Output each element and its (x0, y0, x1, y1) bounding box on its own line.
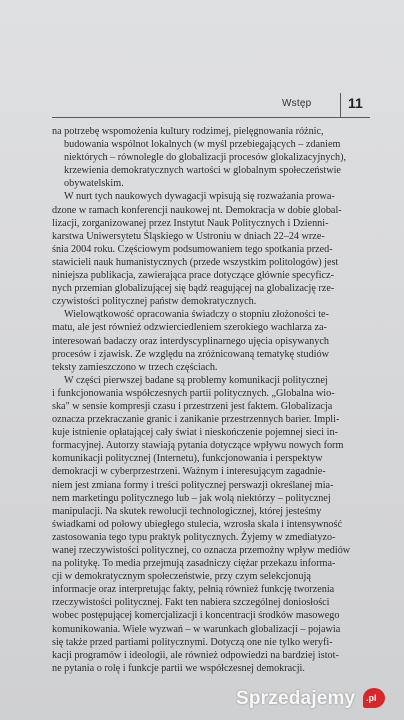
body-line: dzone w ramach konferencji naukowej nt. Demokracja w dobie global- (52, 204, 342, 216)
running-head: Wstęp (282, 98, 312, 109)
body-line: W nurt tych naukowych dywagacji wpisują się rozważania prowa- (64, 191, 335, 203)
body-line: wanej rzeczywistości politycznej, co oznacza przemożny wpływ mediów (52, 545, 351, 556)
body-line: czywistości politycznej państw demokratycznych. (52, 296, 257, 308)
body-line: kuje istnienie opłatającej cały świat i nieskończenie pojemnej sieci in- (52, 427, 338, 439)
body-line: świadkami od połowy ubiegłego stulecia, wzrosła skala i intensywność (52, 518, 343, 530)
body-line: śnia 2004 roku. Częściowym podsumowaniem tego spotkania przed- (52, 243, 333, 255)
body-line: i funkcjonowania współczesnych partii politycznych. „Globalna wio- (52, 387, 335, 399)
body-line: ska" w sensie kompresji czasu i przestrzeni jest faktem. Globalizacja (52, 400, 333, 412)
body-line: stawicieli nauk humanistycznych (przede wszystkim politologów) jest (52, 256, 339, 268)
body-line: obywatelskim. (64, 178, 124, 190)
body-line: wobec postępującej komercjalizacji i koncentracji środków masowego (52, 610, 340, 622)
body-line: formacyjnej. Autorzy stawiają pytania dotyczące wpływu nowych form (52, 440, 344, 452)
body-line: kacji programów i ideologii, ale również odpowiedzi na bardziej istot- (52, 649, 339, 661)
body-line: teksty zamieszczono w trzech częściach. (52, 361, 218, 373)
body-line: W części pierwszej badane są problemy komunikacji politycznej (64, 374, 328, 386)
body-line: oznacza przekraczanie granic i zanikanie przestrzennych barier. Impli- (52, 414, 340, 426)
body-line: zastosowania tego typu praktyk politycznych. Żyjemy w zmediatyzo- (52, 531, 336, 543)
body-line: nych przemian globalizującej się bądź reagującej na globalizację rze- (52, 283, 335, 295)
body-line: informacje oraz interpretując fakty, pełnią również funkcję tworzenia (52, 584, 335, 596)
body-line: niektórych – równolegle do globalizacji procesów glokalizacyjnych), (64, 152, 347, 164)
header-rule (52, 117, 370, 118)
body-line: na politykę. To media przejmują zasadniczy ciężar przekazu informa- (52, 558, 336, 570)
body-line: manipulacji. Na skutek rewolucji technologicznej, której jesteśmy (52, 505, 322, 517)
body-line: niem jest zmiana formy i treści politycznej perswazji określanej mia- (52, 479, 334, 491)
body-line: krzewienia demokratycznych wartości w globalnym społeczeństwie (64, 165, 341, 177)
body-line: procesów i zjawisk. Ze względu na zróżnicowaną tematykę studiów (52, 348, 329, 360)
body-line: się także przed partiami politycznymi. Dotyczą one nie tylko weryfi- (52, 636, 333, 648)
body-line: komunikowania. Wiele wyzwań – w warunkach globalizacji – pojawia (52, 623, 341, 635)
header-vertical-rule (340, 93, 341, 117)
watermark-logo-text: Sprzedajemy (236, 688, 356, 709)
watermark-tld: .pl (366, 693, 377, 703)
body-line: budowania wspólnot lokalnych (w myśl przebiegających – zdaniem (64, 139, 341, 151)
body-line: niniejsza publikacja, zawierająca prace dotyczące głównie specyficz- (52, 270, 334, 282)
body-line: interesowań badaczy oraz interdyscyplinarnego ujęcia opisywanych (52, 335, 329, 347)
page-number: 11 (348, 95, 363, 111)
body-line: matu, ale jest również odzwierciedleniem szerokiego wachlarza za- (52, 322, 327, 334)
body-text (52, 125, 372, 675)
body-line: nem marketingu politycznego lub – jak wolą niektórzy – politycznej (52, 492, 331, 504)
body-line: lizacji, zorganizowanej przez Instytut Nauk Politycznych i Dzienni- (52, 217, 329, 229)
body-line: Wielowątkowość opracowania świadczy o stopniu złożoności te- (64, 309, 329, 321)
body-line: karstwa Uniwersytetu Śląskiego w Ustroniu w dniach 22–24 wrze- (52, 230, 325, 242)
body-line: na potrzebę wspomożenia kultury rodzimej, pielęgnowania różnic, (52, 126, 324, 137)
body-line: ne pytania o rolę i funkcje partii we współczesnej demokracji. (52, 662, 305, 674)
body-line: cji w demokratycznym społeczeństwie, przy czym selekcjonują (52, 571, 311, 583)
body-line: rzeczywistości politycznej. Fakt ten nabiera szczególnej doniosłości (52, 597, 330, 609)
body-line: demokracji w cyberprzestrzeni. Ważnym i interesującym zagadnie- (52, 466, 326, 478)
body-line: komunikacji politycznej (Internetu), funkcjonowania i perspektyw (52, 453, 323, 465)
